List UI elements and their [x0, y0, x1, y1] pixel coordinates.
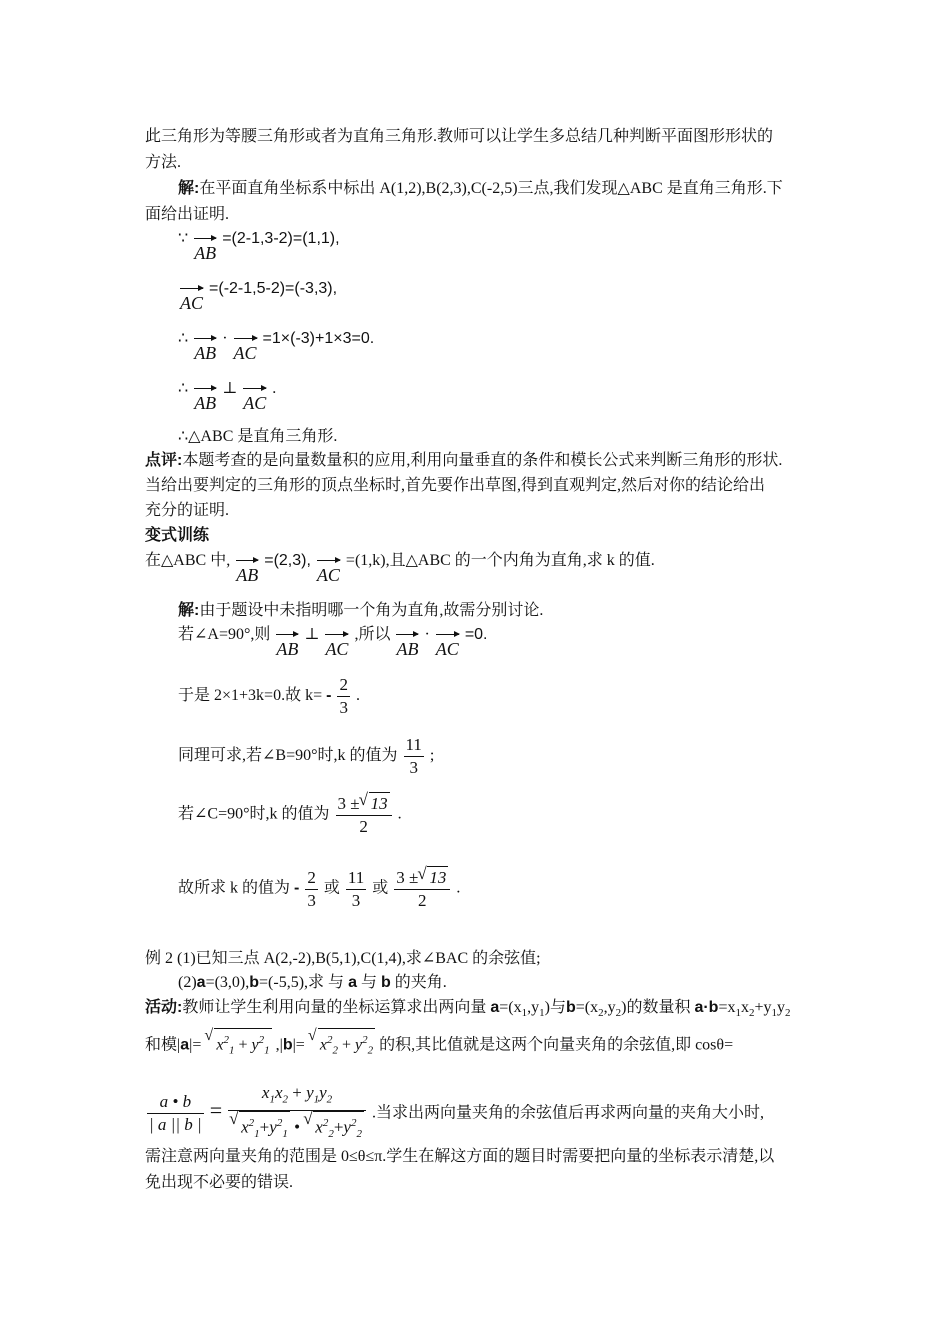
variant-heading: 变式训练: [145, 527, 210, 544]
fraction-3-pm-sqrt13: $\frac{3 \pm√ 13}{2}$: [394, 866, 450, 912]
vector-ab: AB: [194, 338, 216, 364]
vector-ab: AB: [276, 634, 298, 660]
fraction-cos-left: $\frac{a • b}{| a || b |}$: [149, 1092, 202, 1135]
dot-symbol: ·: [222, 330, 228, 347]
vector-ac: AC: [234, 338, 257, 364]
activity-line4: 需注意两向量夹角的范围是 0≤θ≤π.学生在解这方面的题目时需要把向量的坐标表示清楚,以: [145, 1148, 775, 1165]
solution-label: 解:: [178, 180, 200, 197]
k-value-c: 若∠C=90°时,k 的值为 $\frac{3 \pm√ 13}{2}$ .: [178, 792, 402, 838]
case-a: 若∠A=90°,则 AB ⊥ AC ,所以 AB · AC =0.: [178, 626, 488, 659]
eq-ab-value: =(2-1,3-2)=(1,1),: [222, 230, 340, 247]
eq-dot: [178, 328, 374, 364]
fraction-3-pm-sqrt13: $\frac{3 \pm√ 13}{2}$: [336, 792, 392, 838]
variant-question: 在△ABC 中, AB =(2,3), AC =(1,k),且△ABC 的一个内角为直角,求 k 的值.: [145, 552, 655, 585]
eq-ab: [178, 228, 340, 264]
para-intro-line2: 方法.: [145, 154, 182, 171]
activity-label: 活动:: [145, 999, 183, 1016]
comment-line2: 当给出要判定的三角形的顶点坐标时,首先要作出草图,得到直观判定,然后对你的结论给出: [145, 477, 766, 494]
eq-dot-value: =1×(-3)+1×3=0.: [262, 330, 375, 347]
comment-label: 点评:: [145, 452, 183, 469]
fraction-2-3: $\frac{2}{3}$: [307, 867, 316, 910]
comment-line1: 点评:本题考查的是向量数量积的应用,利用向量垂直的条件和模长公式来判断三角形的形状.: [145, 452, 783, 469]
solution-label: 解:: [178, 602, 200, 619]
eq-ac-value: =(-2-1,5-2)=(-3,3),: [209, 280, 338, 297]
fraction-11-3: $\frac{11}{3}$: [405, 735, 422, 777]
para-intro-line1: 此三角形为等腰三角形或者为直角三角形.教师可以让学生多总结几种判断平面图形形状的: [145, 128, 774, 145]
vector-ab: AB: [194, 388, 216, 414]
because-symbol: ∵: [178, 230, 189, 247]
period: .: [272, 380, 277, 397]
vector-ab: AB: [396, 634, 418, 660]
conclusion: ∴△ABC 是直角三角形.: [178, 428, 338, 445]
fraction-cos-right: $x_1x_2 + y_1y_2$ √ $x^2_1+y^2_1$ • √ $x^2_2+y^2_2$: [228, 1082, 366, 1145]
activity-line1: 活动:教师让学生利用向量的坐标运算求出两向量 $a=(x_1,y_1)$与$b=(x_2,y_2)$的数量积 $a\cdot b=x_1x_2+y_1y_2$: [145, 999, 791, 1020]
variant-solution: 解:由于题设中未指明哪一个角为直角,故需分别讨论.: [178, 602, 544, 619]
vector-ac: AC: [436, 634, 459, 660]
activity-formula: $\frac{a • b}{| a || b |}$ = $x_1x_2 + y_1y_2$ √ $x^2_1+y^2_1$ • √ $x^2_2+y^2_2$ .当求出两向量夹角的余弦值后再求两向量的夹角大小时,: [145, 1082, 764, 1145]
vector-ac: AC: [317, 560, 340, 586]
eq-perp: [178, 378, 276, 414]
solution1-line2: 面给出证明.: [145, 206, 230, 223]
fraction-2-3: $\frac{2}{3}$: [339, 675, 348, 717]
vector-ac: AC: [180, 288, 203, 314]
fraction-11-3: $\frac{11}{3}$: [347, 867, 365, 910]
vector-ac: AC: [243, 388, 266, 414]
example2-line1: 例 2 (1)已知三点 A(2,-2),B(5,1),C(1,4),求∠BAC 的余弦值;: [145, 950, 541, 967]
sqrt-modulus-a: √ $x^2_1 + y^2_1$: [214, 1028, 271, 1062]
therefore-symbol: ∴: [178, 330, 189, 347]
solution1-line1: [178, 178, 783, 200]
solution-text: 在平面直角坐标系中标出 A(1,2),B(2,3),C(-2,5)三点,我们发现△ABC 是直角三角形.下: [199, 180, 783, 197]
k-value-b: 同理可求,若∠B=90°时,k 的值为 $\frac{11}{3}$ ;: [178, 735, 435, 777]
comment-line3: 充分的证明.: [145, 502, 230, 519]
example2-line2: (2)a=(3,0),b=(-5,5),求 与 a 与 b 的夹角.: [178, 974, 447, 991]
sqrt-modulus-b: √ $x^2_2 + y^2_2$: [318, 1028, 375, 1062]
perp-symbol: ⊥: [222, 380, 238, 397]
vector-ac: AC: [325, 634, 348, 660]
k-value-a: 于是 2×1+3k=0.故 k= - $\frac{2}{3}$ .: [178, 675, 360, 717]
therefore-symbol: ∴: [178, 380, 189, 397]
vector-ab: AB: [236, 560, 258, 586]
k-final: 故所求 k 的值为 - $\frac{2}{3}$ 或 $\frac{11}{3}$ 或 $\frac{3 \pm√ 13}{2}$ .: [178, 866, 460, 912]
activity-line2: 和模|a|= √ $x^2_1 + y^2_1$ ,|b|= √ $x^2_2 + y^2_2$ 的积,其比值就是这两个向量夹角的余弦值,即 cosθ=: [145, 1028, 733, 1062]
vector-ab: AB: [194, 238, 216, 264]
activity-line5: 免出现不必要的错误.: [145, 1174, 294, 1191]
eq-ac: [178, 278, 337, 314]
